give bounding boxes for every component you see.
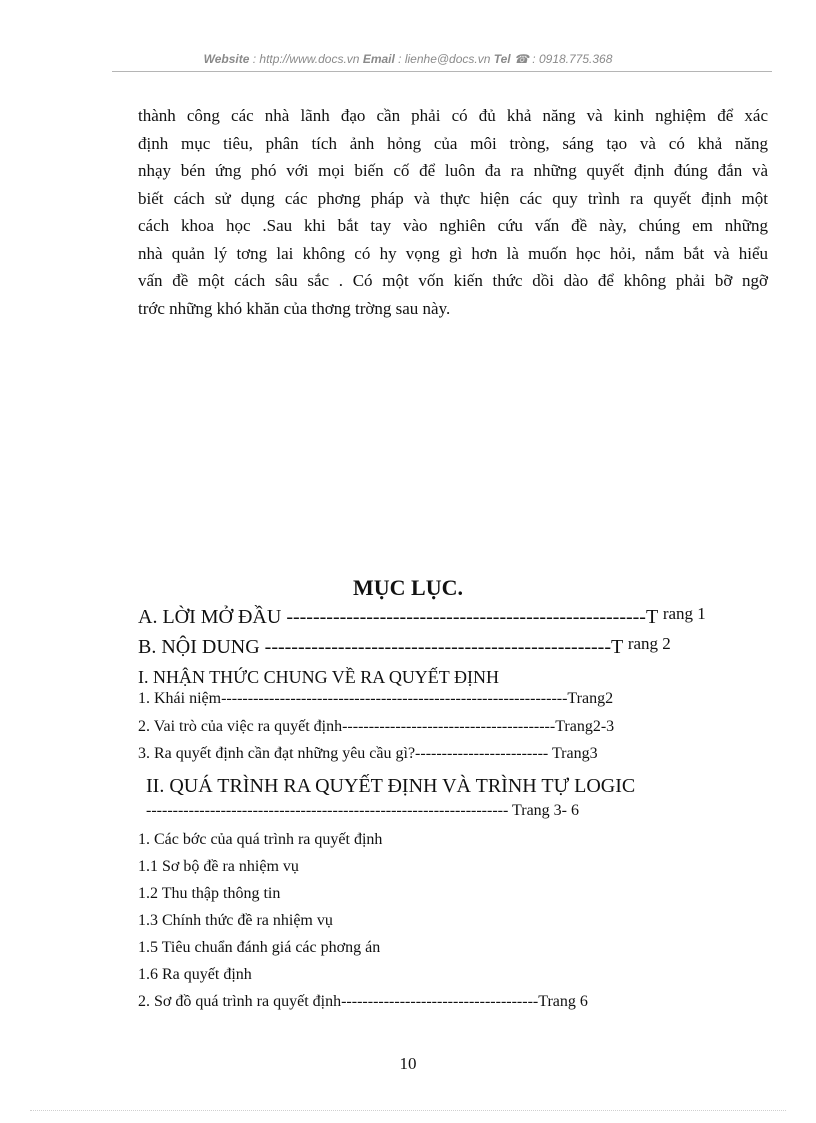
page-number: 10	[399, 1054, 417, 1073]
paragraph-line: nhạy bén ứng phó với mọi biến cố để luôn đa ra những quyết định đúng đắn và	[138, 161, 768, 180]
toc-entry-a	[138, 606, 706, 629]
toc-entry-a-page: rang 1	[662, 604, 706, 623]
paragraph-line: định mục tiêu, phân tích ảnh hỏng của môi tròng, sáng tạo và có khả năng	[138, 133, 768, 153]
toc-entry-a-label: A. LỜI MỞ ĐẦU ------------------------------------------------------T	[138, 606, 658, 628]
paragraph-line: biết cách sử dụng các phơng pháp và thực hiện các quy trình ra quyết định một	[138, 188, 768, 208]
phone-icon: ☎	[514, 52, 529, 66]
toc-item-2: 2. Vai trò của việc ra quyết định----------------------------------------Trang2-3	[138, 718, 615, 735]
header-divider	[112, 71, 772, 72]
website-value: : http://www.docs.vn	[252, 52, 360, 66]
body-paragraph	[138, 102, 768, 322]
toc-section-2-page: -------------------------------------------------------------------- Trang 3- 6	[146, 802, 579, 819]
email-value: : lienhe@docs.vn	[398, 52, 491, 66]
toc-entry-b-page: rang 2	[627, 634, 671, 653]
email-label: Email	[362, 52, 395, 66]
toc-item-1: 1. Khái niệm-----------------------------------------------------------------Trang2	[138, 690, 614, 707]
tel-value: : 0918.775.368	[532, 52, 613, 66]
page-header	[0, 52, 816, 66]
toc-entry-b	[138, 636, 671, 659]
toc-sub-1-1: 1.1 Sơ bộ đề ra nhiệm vụ	[138, 858, 299, 875]
tel-label: Tel	[493, 52, 511, 66]
toc-section-1: I. NHẬN THỨC CHUNG VỀ RA QUYẾT ĐỊNH	[138, 667, 499, 687]
footer-divider	[30, 1110, 786, 1111]
paragraph-line: nhà quản lý tơng lai không có hy vọng gì hơn là muốn học hỏi, nắm bắt và hiểu	[138, 243, 768, 263]
toc-entry-b-label: B. NỘI DUNG ----------------------------------------------------T	[138, 636, 623, 658]
toc-item-diagram: 2. Sơ đồ quá trình ra quyết định-------------------------------------Trang 6	[138, 993, 588, 1010]
toc-sub-1-5: 1.5 Tiêu chuẩn đánh giá các phơng án	[138, 939, 381, 956]
paragraph-line: cách khoa học .Sau khi bắt tay vào nghiên cứu vấn đề này, chúng em những	[138, 216, 768, 235]
toc-title: MỤC LỤC.	[353, 575, 463, 600]
paragraph-line: trớc những khó khăn của thơng trờng sau này.	[138, 298, 451, 318]
toc-sub-1-6: 1.6 Ra quyết định	[138, 966, 252, 983]
toc-sub-1-3: 1.3 Chính thức đề ra nhiệm vụ	[138, 912, 333, 929]
paragraph-line: thành công các nhà lãnh đạo cần phải có đủ khả năng và kinh nghiệm để xác	[138, 106, 768, 125]
toc-item-3: 3. Ra quyết định cần đạt những yêu cầu gì?------------------------- Trang3	[138, 745, 598, 762]
website-label: Website	[203, 52, 250, 66]
toc-sub-1-2: 1.2 Thu thập thông tin	[138, 885, 281, 902]
paragraph-line: vấn đề một cách sâu sắc . Có một vốn kiến thức dồi dào để không phải bỡ ngỡ	[138, 271, 768, 290]
toc-sub-1: 1. Các bớc của quá trình ra quyết định	[138, 831, 383, 848]
toc-section-2: II. QUÁ TRÌNH RA QUYẾT ĐỊNH VÀ TRÌNH TỰ LOGIC	[146, 775, 636, 797]
